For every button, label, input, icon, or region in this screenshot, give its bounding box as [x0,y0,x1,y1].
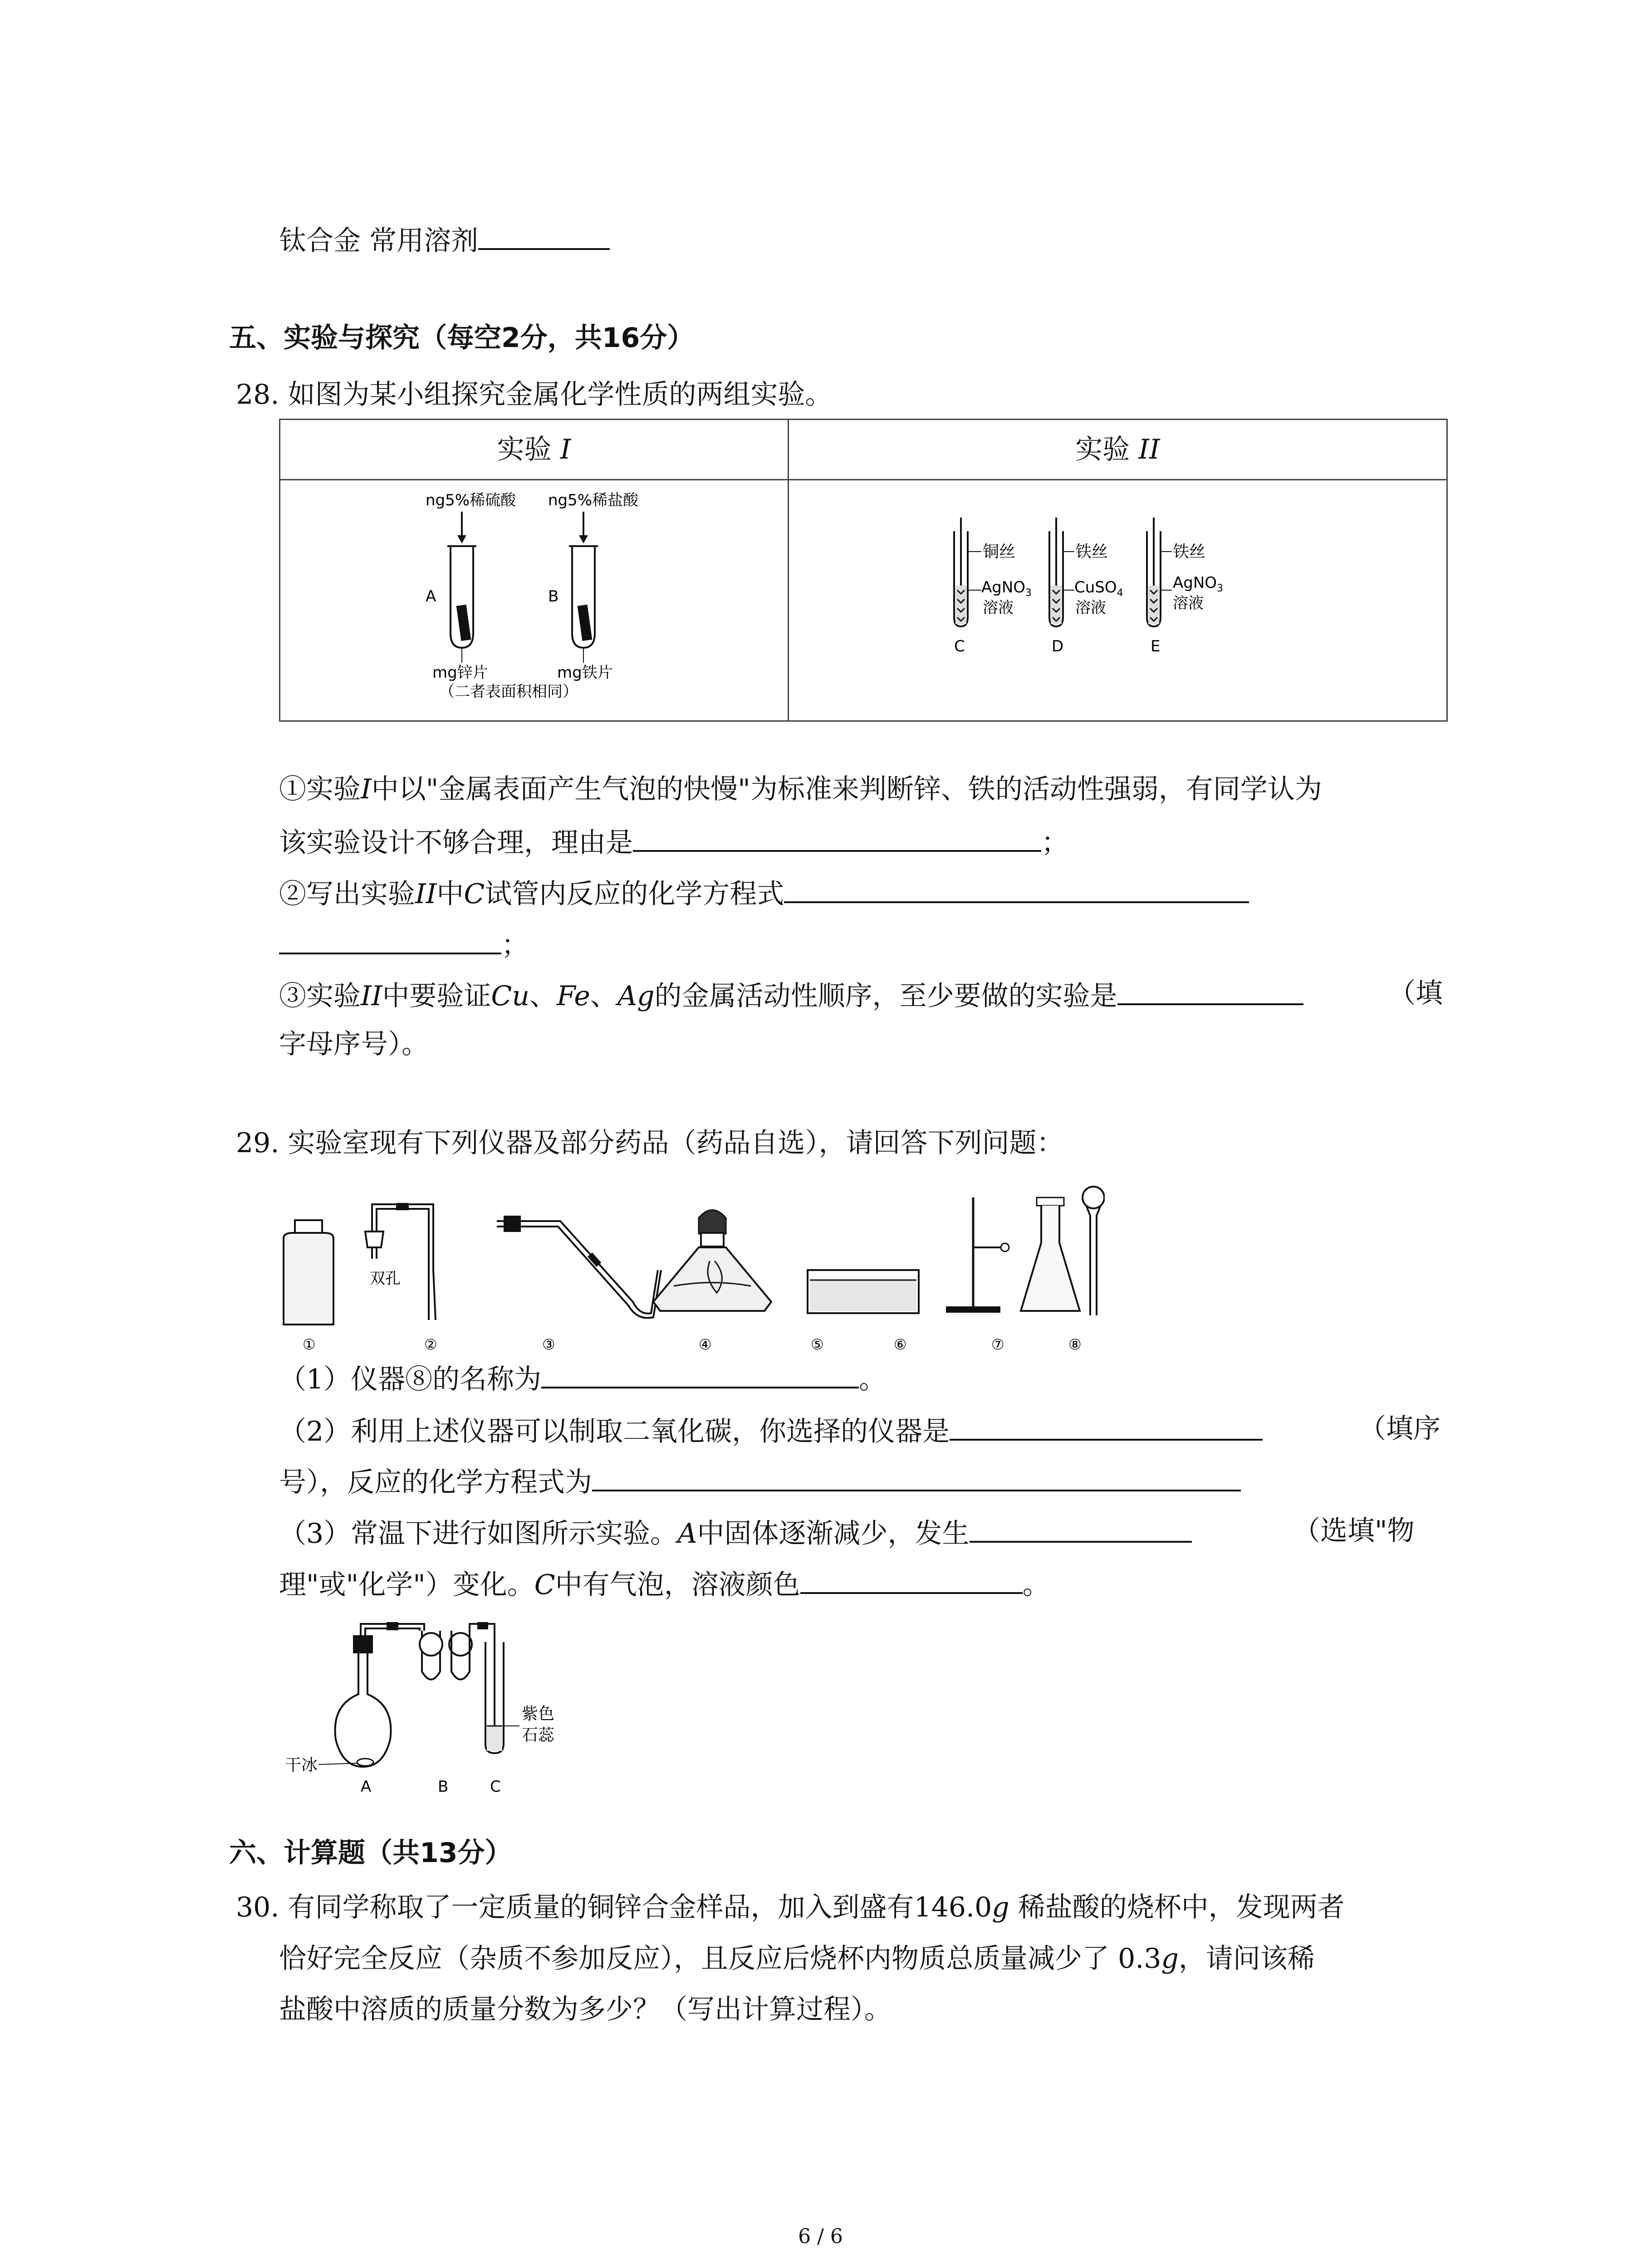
q29-part3-answer-blank-1[interactable] [970,1513,1192,1543]
q28-sub2-line1: ②写出实验II中C试管内反应的化学方程式 [279,873,1249,912]
q29-stem-line [236,1125,1064,1161]
apparatus-label-8: ⑧ [1068,1336,1082,1353]
exp1-label-a-bottom: mg锌片 [432,664,488,682]
zinc-strip [456,605,471,641]
q28-sub3-line2: 字母序号）。 [279,1028,429,1060]
table-header-divider [280,479,1446,480]
exp2-wire-d: 铁丝 [1075,543,1108,561]
q29-part2-line1: （2）利用上述仪器可以制取二氧化碳，你选择的仪器是 [279,1411,1263,1450]
q29-part3-hint: （选填"物 [1293,1515,1415,1547]
page-number: 6 / 6 [798,2225,843,2248]
exp2-sol-c-formula: AgNO$_3$ [981,578,1032,599]
apparatus-label-3: ③ [542,1336,555,1353]
table-header-exp2: 实验 II [1075,434,1160,465]
test-tube-d [1049,518,1063,626]
q28-sub3-line1: ③实验II中要验证Cu、Fe、Ag的金属活动性顺序，至少要做的实验是 [279,975,1303,1014]
q28-sub1-line1: ①实验I中以"金属表面产生气泡的快慢"为标准来判断锌、铁的活动性强弱，有同学认为 [279,773,1322,805]
apparatus-label-6: ⑥ [894,1336,907,1353]
litmus-test-tube-icon [485,1642,504,1753]
long-neck-funnel-icon [1083,1187,1104,1315]
exp2-wire-c: 铜丝 [983,543,1016,561]
q28-sub2-line2: ； [279,924,529,963]
apparatus-label-2: ② [424,1336,437,1353]
q29-number: 29. [236,1127,279,1159]
exp1-label-b-top: ng5%稀盐酸 [548,491,639,509]
alcohol-lamp-icon [653,1210,771,1311]
apparatus-label-7: ⑦ [991,1336,1004,1353]
q28-sub1-line2: 该实验设计不够合理，理由是 ； [279,822,1068,861]
exp1-tube-a-label: A [426,587,436,606]
exp2-tube-c-label: C [954,637,965,655]
exp1-label-b-bottom: mg铁片 [557,664,613,682]
conical-flask-icon [1021,1198,1080,1311]
q30-line1: 30. 有同学称取了一定质量的铜锌合金样品，加入到盛有146.0g 稀盐酸的烧杯中，发现两者 [236,1892,1345,1923]
q28-sub2-answer-blank-2[interactable] [279,924,501,954]
exp2-wire-e: 铁丝 [1173,543,1206,561]
exp1-tube-b-label: B [548,587,559,606]
exp1-label-a-top: ng5%稀硫酸 [426,491,516,509]
experiment-1-figure [394,488,711,701]
q29-part3-line2: 理"或"化学"）变化。C中有气泡，溶液颜色 。 [279,1564,1050,1603]
u-tube-icon [420,1622,495,1680]
round-flask-icon [335,1622,424,1767]
label-litmus: 石蕊 [522,1726,555,1745]
apparatus-label-5: ⑤ [811,1336,824,1353]
q30-number: 30. [236,1892,279,1923]
apparatus-label-1: ① [303,1336,316,1353]
q29-part1-answer-blank[interactable] [541,1359,859,1388]
exp2-tube-e-label: E [1151,637,1161,655]
apparatus-label-4: ④ [699,1336,712,1353]
q28-experiment-table [279,419,1448,722]
two-hole-stopper-tube-icon [365,1203,436,1320]
exp1-note: （二者表面积相同） [439,683,578,701]
q27-tail-line [279,220,610,259]
label-dry-ice: 干冰 [285,1756,318,1774]
delivery-tube-icon [497,1216,661,1318]
test-tube-e [1147,518,1161,626]
section-5-title: 五、实验与探究（每空2分，共16分） [229,322,695,354]
q27-answer-blank[interactable] [478,220,610,250]
q29-apparatus-figure [274,1179,1105,1356]
q28-sub2-answer-blank-1[interactable] [784,873,1249,903]
q27-tail-text: 钛合金 常用溶剂 [279,225,479,257]
label-c: C [490,1778,501,1796]
q29-part2-hint: （填序 [1359,1413,1440,1445]
exp2-sol-e-word: 溶液 [1173,594,1204,612]
iron-stand-icon [946,1198,1009,1313]
exp2-sol-c-word: 溶液 [983,599,1014,617]
q28-number: 28. [236,379,279,411]
exp2-sol-d-formula: CuSO$_4$ [1074,578,1123,599]
q29-part3-line1: （3）常温下进行如图所示实验。A中固体逐渐减少，发生 [279,1513,1192,1552]
q29-part3-answer-blank-2[interactable] [800,1564,1023,1594]
label-purple: 紫色 [522,1705,555,1723]
q29-stem: 实验室现有下列仪器及部分药品（药品自选），请回答下列问题： [288,1127,1064,1159]
experiment-2-figure [952,515,1306,688]
water-trough-icon [808,1270,919,1313]
q29-part1: （1）仪器⑧的名称为 。 [279,1359,886,1398]
table-header-exp1: 实验 I [497,434,571,465]
q28-stem-line [236,376,833,413]
exp2-sol-d-word: 溶液 [1075,599,1106,617]
q29-part2-answer-blank-1[interactable] [950,1411,1263,1441]
label-b: B [438,1778,449,1796]
q30-line3: 盐酸中溶质的质量分数为多少？（写出计算过程）。 [279,1994,892,2025]
q29-part2-answer-blank-2[interactable] [592,1461,1241,1491]
q29-dry-ice-figure [281,1617,599,1799]
exp2-sol-e-formula: AgNO$_3$ [1173,574,1224,594]
q28-sub1-answer-blank[interactable] [633,822,1041,852]
iron-strip [578,605,593,641]
label-a: A [361,1778,372,1796]
section-6-title: 六、计算题（共13分） [229,1837,512,1869]
q28-stem: 如图为某小组探究金属化学性质的两组实验。 [288,379,833,411]
exp2-tube-d-label: D [1052,637,1064,655]
two-hole-label: 双孔 [370,1270,401,1288]
q30-line2: 恰好完全反应（杂质不参加反应），且反应后烧杯内物质总质量减少了 0.3g，请问该稀 [279,1943,1315,1975]
test-tube-c [954,518,968,626]
q28-sub3-fill-hint: （填 [1388,978,1443,1009]
reagent-bottle-icon [284,1220,333,1325]
q29-part2-line2: 号），反应的化学方程式为 [279,1461,1241,1501]
q28-sub3-answer-blank[interactable] [1117,975,1303,1005]
